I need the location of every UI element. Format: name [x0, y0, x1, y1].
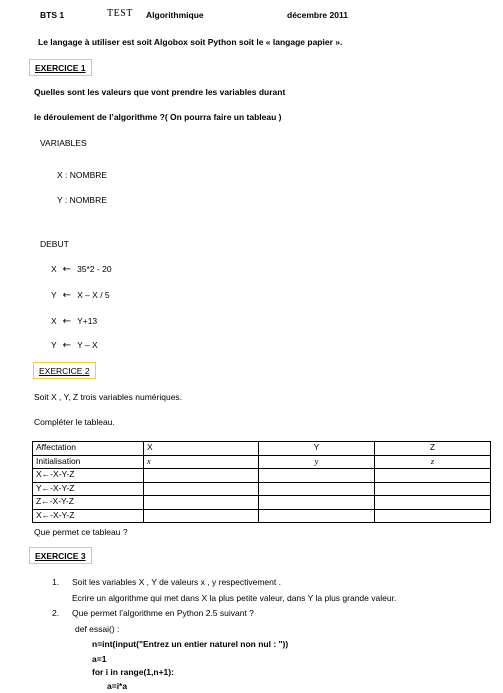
table-row	[33, 509, 491, 523]
table-row-init	[33, 455, 491, 469]
step-4	[51, 340, 98, 351]
step-2	[51, 290, 110, 301]
init-label: Initialisation	[33, 455, 144, 469]
cell-y-empty[interactable]	[259, 509, 375, 523]
cell-z-empty[interactable]	[375, 496, 491, 510]
header-affectation: Affectation	[33, 442, 144, 456]
cell-y-empty[interactable]	[259, 469, 375, 483]
table-row	[33, 469, 491, 483]
step-expression: 35*2 - 20	[77, 264, 112, 274]
exercise-1-title: EXERCICE 1	[29, 59, 92, 76]
cell-x-empty[interactable]	[144, 482, 259, 496]
step-expression: Y – X	[77, 340, 98, 350]
code-line-init: a=1	[92, 654, 107, 664]
cell-x-empty[interactable]	[144, 469, 259, 483]
item-2-line1: Que permet l’algorithme en Python 2.5 suivant ?	[72, 608, 254, 618]
init-y: y	[259, 455, 375, 469]
cell-x-empty[interactable]	[144, 496, 259, 510]
row-affectation: X←-X-Y-Z	[33, 469, 144, 483]
table-row	[33, 496, 491, 510]
cell-x-empty[interactable]	[144, 509, 259, 523]
left-arrow-icon: ←	[62, 340, 72, 351]
step-variable: X	[51, 316, 57, 326]
step-variable: X	[51, 264, 57, 274]
ex2-line2: Compléter le tableau.	[34, 417, 115, 427]
code-line-for: for i in range(1,n+1):	[92, 667, 174, 677]
ex2-line1: Soit X , Y, Z trois variables numériques.	[34, 392, 183, 402]
var-x-declaration: X : NOMBRE	[57, 170, 108, 180]
cell-y-empty[interactable]	[259, 496, 375, 510]
left-arrow-icon: ←	[62, 290, 72, 301]
table-header-row	[33, 442, 491, 456]
code-line-body: a=i*a	[107, 681, 128, 691]
left-arrow-icon: ←	[62, 316, 72, 327]
left-arrow-icon: ←	[62, 264, 72, 275]
header-x: X	[144, 442, 259, 456]
header-test: TEST	[107, 8, 133, 19]
step-variable: Y	[51, 290, 57, 300]
debut-label: DEBUT	[40, 239, 69, 249]
header-y: Y	[259, 442, 375, 456]
var-y-declaration: Y : NOMBRE	[57, 195, 107, 205]
step-1	[51, 264, 112, 275]
cell-y-empty[interactable]	[259, 482, 375, 496]
header-subject: Algorithmique	[146, 10, 204, 20]
item-1-number: 1.	[52, 577, 60, 587]
exercise-2-title: EXERCICE 2	[33, 362, 96, 379]
code-line-def: def essai() :	[75, 624, 120, 634]
item-1-line1: Soit les variables X , Y de valeurs x , y respectivement .	[72, 577, 281, 587]
table-row	[33, 482, 491, 496]
intro-text: Le langage à utiliser est soit Algobox soit Python soit le « langage papier ».	[38, 37, 343, 47]
init-x: x	[144, 455, 259, 469]
ex2-question: Que permet ce tableau ?	[34, 527, 128, 537]
ex1-question-line1: Quelles sont les valeurs que vont prendre les variables durant	[34, 87, 286, 97]
header-z: Z	[375, 442, 491, 456]
item-2-number: 2.	[52, 608, 60, 618]
step-expression: Y+13	[77, 316, 98, 326]
item-1-line2: Ecrire un algorithme qui met dans X la plus petite valeur, dans Y la plus grande valeur.	[72, 593, 397, 603]
affectation-table	[32, 441, 491, 523]
header-date: décembre 2011	[287, 10, 348, 20]
cell-z-empty[interactable]	[375, 469, 491, 483]
row-affectation: X←-X-Y-Z	[33, 509, 144, 523]
exercise-3-title: EXERCICE 3	[29, 547, 92, 564]
cell-z-empty[interactable]	[375, 509, 491, 523]
cell-z-empty[interactable]	[375, 482, 491, 496]
code-line-input: n=int(input("Entrez un entier naturel non nul : "))	[92, 639, 289, 649]
step-3	[51, 316, 97, 327]
row-affectation: Z←-X-Y-Z	[33, 496, 144, 510]
step-expression: X – X / 5	[77, 290, 110, 300]
ex1-question-line2: le déroulement de l’algorithme ?( On pourra faire un tableau )	[34, 112, 282, 122]
step-variable: Y	[51, 340, 57, 350]
variables-label: VARIABLES	[40, 138, 87, 148]
header-class: BTS 1	[40, 10, 65, 20]
init-z: z	[375, 455, 491, 469]
row-affectation: Y←-X-Y-Z	[33, 482, 144, 496]
